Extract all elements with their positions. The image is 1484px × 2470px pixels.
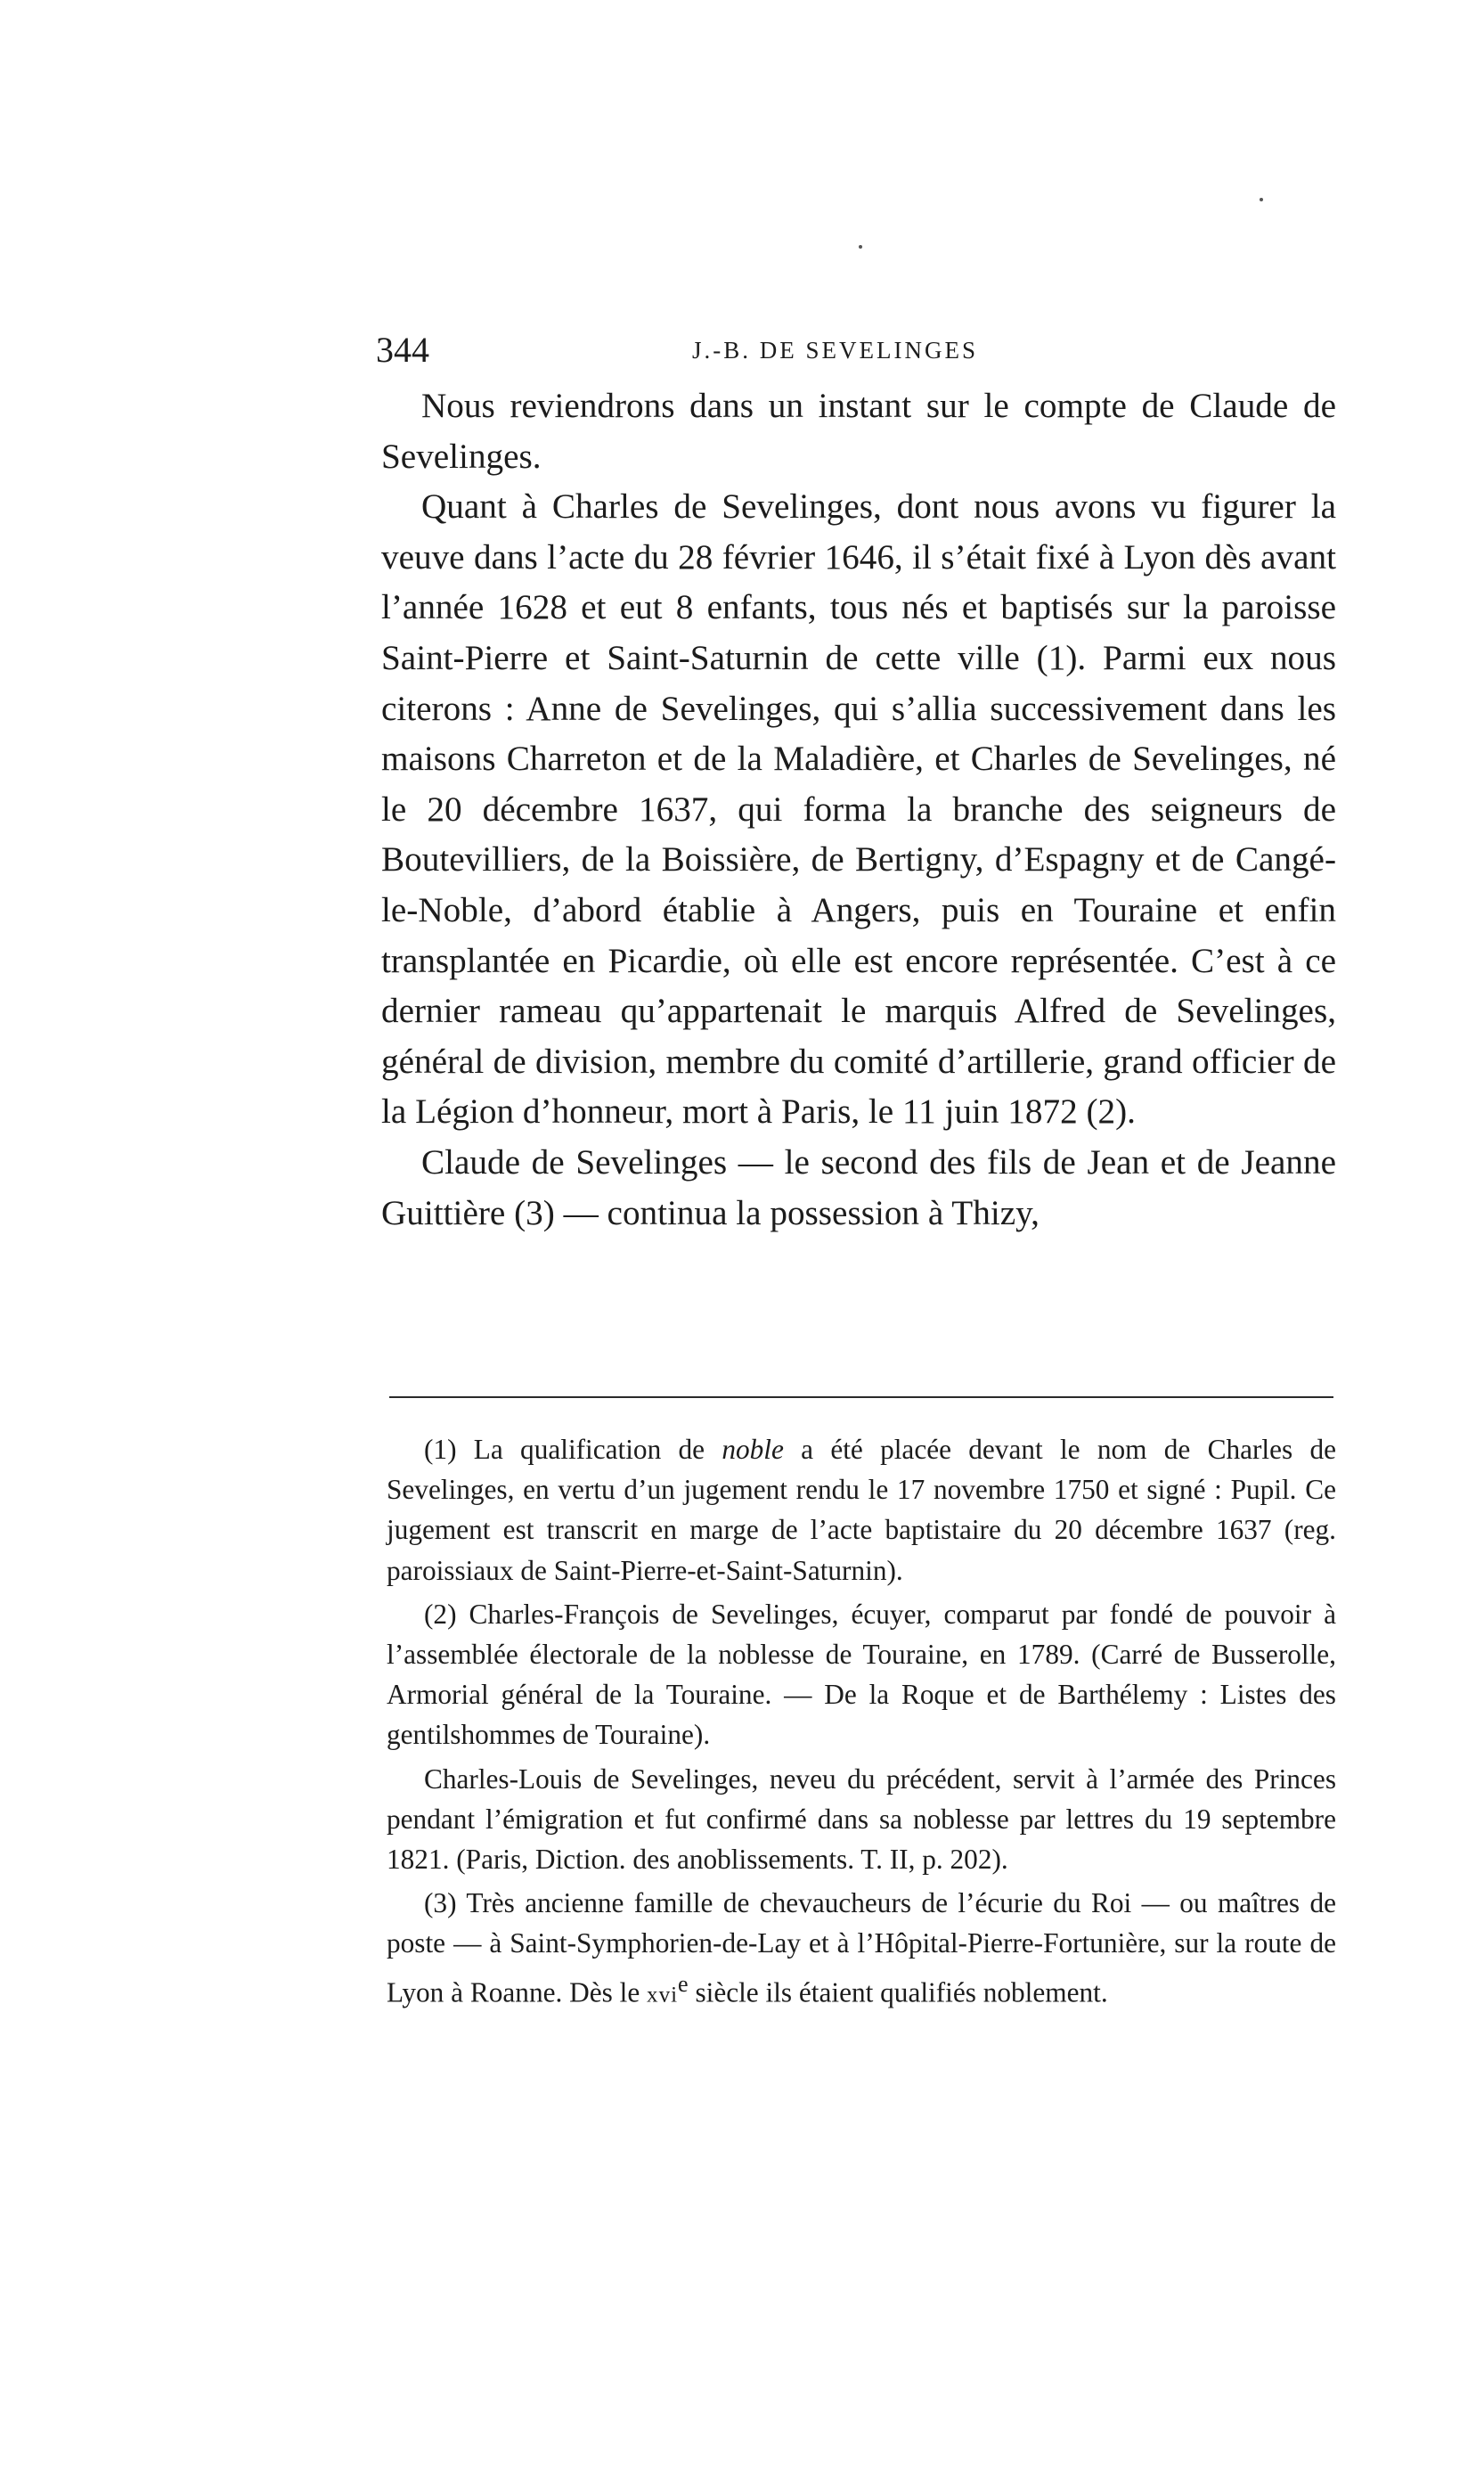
- footnote-3-text: (3) Très ancienne famille de chevaucheurs de l’écurie du Roi — ou maîtres de poste — à Saint-Symphorien-de-Lay et à l’Hôpital-Pierre-Fortunière, sur la route de Lyon à Roanne. Dès le: [387, 1887, 1336, 2008]
- footnote-2: (2) Charles-François de Sevelinges, écuyer, comparut par fondé de pouvoir à l’assemblée électorale de la noblesse de Touraine, en 1789. (Carré de Busserolle, Armorial général de la Touraine. — De la Roque et de Barthélemy : Listes des gentilshommes de Touraine).: [387, 1598, 1336, 1751]
- footnote-3-century: xvi: [647, 1983, 679, 2008]
- speck: [1260, 198, 1263, 201]
- footnote-3-superscript: e: [678, 1970, 689, 1997]
- footnote-3-text: siècle ils étaient qualifiés noblement.: [688, 1976, 1108, 2008]
- paragraph: Claude de Sevelinges — le second des fils de Jean et de Jeanne Guittière (3) — continua la possession à Thizy,: [381, 1142, 1336, 1232]
- footnote-1: [387, 1429, 1336, 1591]
- footnote-3: [387, 1883, 1336, 2015]
- footnote-1-text: a été placée devant le nom de Charles de Sevelinges, en vertu d’un jugement rendu le 17 novembre 1750 et signé : Pupil. Ce jugement est transcrit en marge de l’acte baptistaire du 20 décembre 1637 (reg. paroissiaux de Saint-Pierre-et-Saint-Saturnin).: [387, 1434, 1336, 1586]
- footnote-2-continued: Charles-Louis de Sevelinges, neveu du précédent, servit à l’armée des Princes pendant l’émigration et fut confirmé dans sa noblesse par lettres du 19 septembre 1821. (Paris, Diction. des anoblissements. T. II, p. 202).: [387, 1763, 1336, 1876]
- footnote-1-text: (1) La qualification de: [424, 1434, 722, 1465]
- speck: [859, 245, 862, 249]
- footnote-1-emphasis: noble: [722, 1434, 784, 1465]
- page-number: 344: [376, 330, 429, 370]
- footnotes: [387, 1429, 1336, 2015]
- paragraph: Nous reviendrons dans un instant sur le compte de Claude de Sevelinges.: [381, 387, 1336, 476]
- paragraph: Quant à Charles de Sevelinges, dont nous avons vu figurer la veuve dans l’acte du 28 février 1646, il s’était fixé à Lyon dès avant l’année 1628 et eut 8 enfants, tous nés et baptisés sur la paroisse Saint-Pierre et Saint-Saturnin de cette ville (1). Parmi eux nous citerons : Anne de Sevelinges, qui s’allia successivement dans les maisons Charreton et de la Maladière, et Charles de Sevelinges, né le 20 décembre 1637, qui forma la branche des seigneurs de Boutevilliers, de la Boissière, de Bertigny, d’Espagny et de Cangé-le-Noble, d’abord établie à Angers, puis en Touraine et enfin transplantée en Picardie, où elle est encore représentée. C’est à ce dernier rameau qu’appartenait le marquis Alfred de Sevelinges, général de division, membre du comité d’artillerie, grand officier de la Légion d’honneur, mort à Paris, le 11 juin 1872 (2).: [381, 487, 1336, 1132]
- page-header: [376, 328, 1338, 372]
- main-text: [381, 381, 1336, 1239]
- running-head: J.-B. DE SEVELINGES: [692, 337, 978, 364]
- footnote-separator: [389, 1396, 1333, 1398]
